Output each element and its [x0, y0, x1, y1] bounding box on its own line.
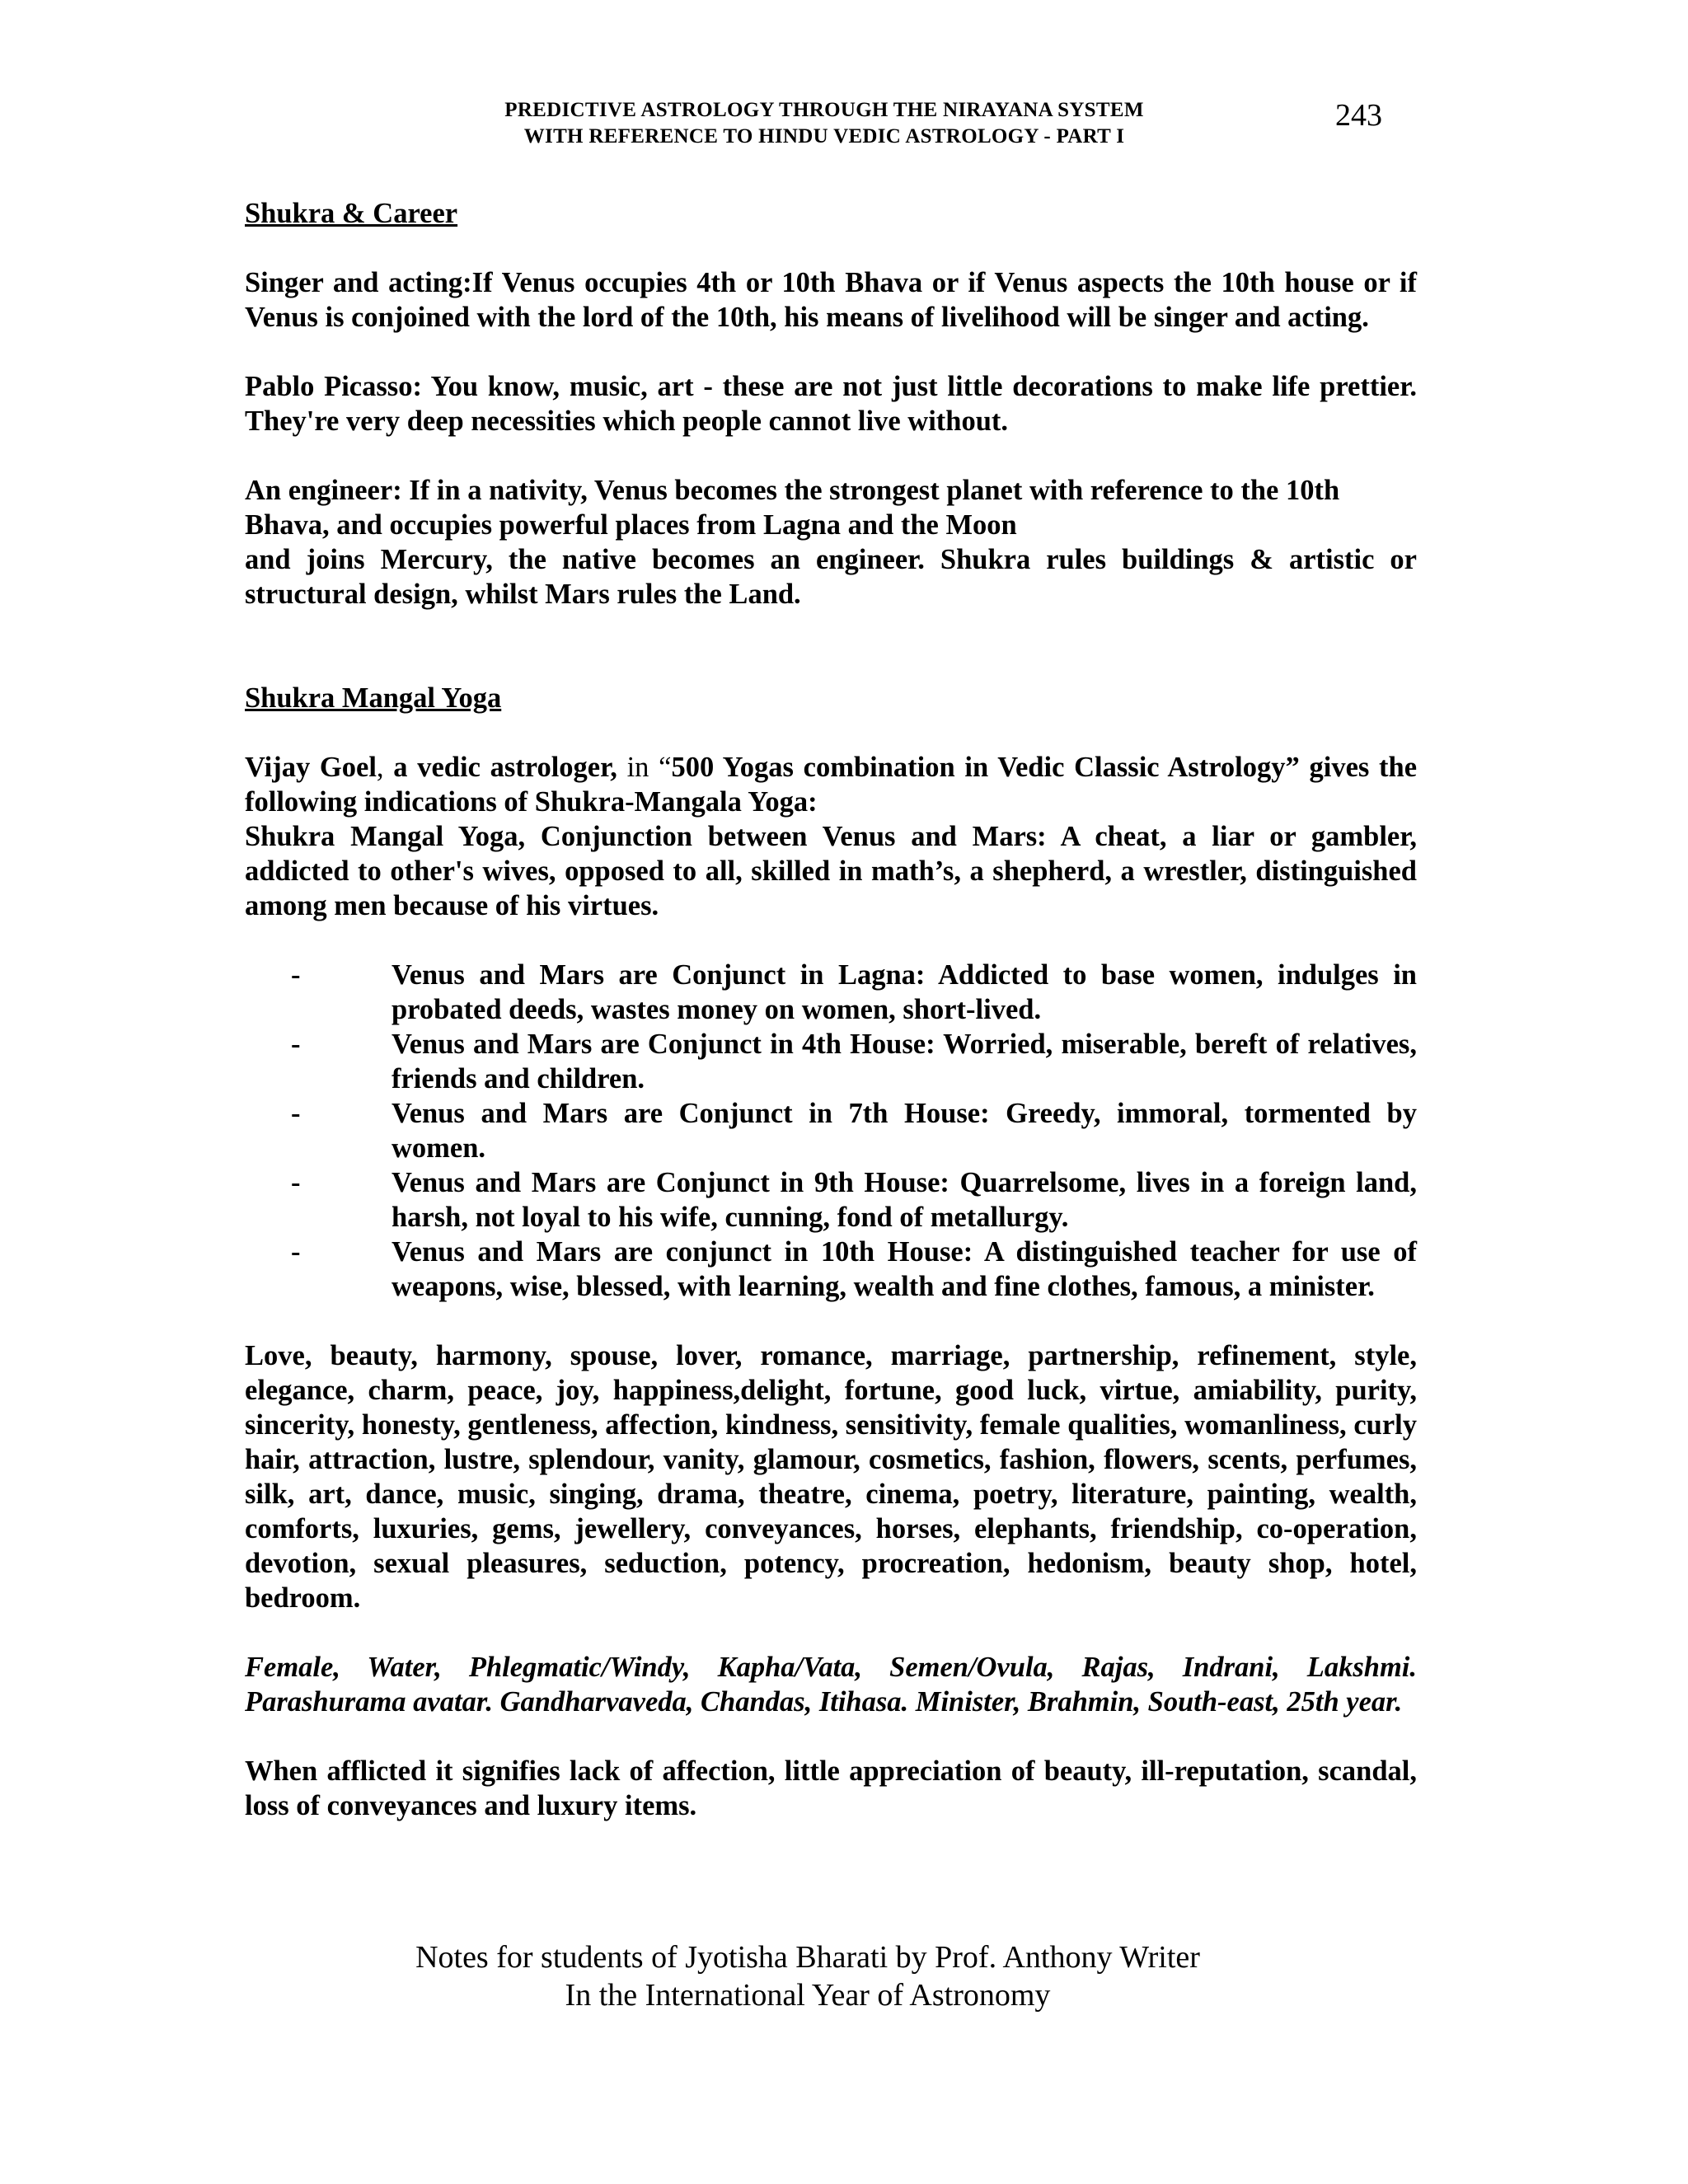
- paragraph-singer-acting: Singer and acting:If Venus occupies 4th or 10th Bhava or if Venus aspects the 10th house or if Venus is conjoined with the lord of the 10th, his means of livelihood will be singer and acting.: [245, 267, 1417, 333]
- paragraph-engineer-line-2: and joins Mercury, the native becomes an engineer. Shukra rules buildings & artistic or structural design, whilst Mars rules the Land.: [245, 544, 1417, 610]
- paragraph-picasso-quote: Pablo Picasso: You know, music, art - these are not just little decorations to make life prettier. They're very deep necessities which people cannot live without.: [245, 371, 1417, 437]
- list-item: - Venus and Mars are Conjunct in 7th House: Greedy, immoral, tormented by women.: [291, 1098, 1417, 1164]
- paragraph-conjunction-venus-mars: Shukra Mangal Yoga, Conjunction between Venus and Mars: A cheat, a liar or gambler, addicted to other's wives, opposed to all, skilled in math’s, a shepherd, a wrestler, distinguished among men because of his virtues.: [245, 821, 1417, 921]
- bullet-dash: -: [291, 1236, 301, 1268]
- paragraph-engineer-line-1: An engineer: If in a nativity, Venus becomes the strongest planet with reference to the 10th Bhava, and occupies powerful places from Lagna and the Moon: [245, 475, 1340, 541]
- bullet-dash: -: [291, 959, 301, 991]
- paragraph-afflicted-venus: When afflicted it signifies lack of affection, little appreciation of beauty, ill-reputation, scandal, loss of conveyances and luxury items.: [245, 1755, 1417, 1821]
- author-name: Vijay Goel: [245, 752, 377, 783]
- paragraph-venus-keywords: Love, beauty, harmony, spouse, lover, romance, marriage, partnership, refinement, style, elegance, charm, peace, joy, happiness,delight, fortune, good luck, virtue, amiability, purity, sincerity, honesty, gentleness, affection, kindness, sensitivity, female qualities, womanliness, curly hair, attraction, lustre, splendour, vanity, glamour, cosmetics, fashion, flowers, scents, perfumes, silk, art, dance, music, singing, drama, theatre, cinema, poetry, literature, painting, wealth, comforts, luxuries, gems, jewellery, conveyances, horses, elephants, friendship, co-operation, devotion, sexual pleasures, seduction, potency, procreation, hedonism, beauty shop, hotel, bedroom.: [245, 1340, 1417, 1614]
- list-item: - Venus and Mars are Conjunct in 9th House: Quarrelsome, lives in a foreign land, harsh, not loyal to his wife, cunning, fond of metallurgy.: [291, 1167, 1417, 1233]
- footer-line-2: In the International Year of Astronomy: [565, 1978, 1051, 2013]
- page-number: 243: [1335, 98, 1382, 133]
- paragraph-venus-attributes: Female, Water, Phlegmatic/Windy, Kapha/Vata, Semen/Ovula, Rajas, Indrani, Lakshmi. Parashurama avatar. Gandharvaveda, Chandas, Itihasa. Minister, Brahmin, South-east, 25th year.: [245, 1652, 1417, 1718]
- bullet-dash: -: [291, 1167, 301, 1198]
- paragraph-vijay-goel-intro: Vijay Goel, a vedic astrologer, in “500 Yogas combination in Vedic Classic Astrology” gives the following indications of Shukra-Mangala Yoga:: [245, 752, 1418, 818]
- list-item: - Venus and Mars are Conjunct in Lagna: Addicted to base women, indulges in probated deeds, wastes money on women, short-lived.: [291, 959, 1417, 1025]
- page-footer: [247, 1938, 1368, 2014]
- bullet-dash: -: [291, 1029, 301, 1060]
- section-heading-shukra-career: Shukra & Career: [245, 198, 458, 229]
- list-item: - Venus and Mars are Conjunct in 4th House: Worried, miserable, bereft of relatives, friends and children.: [291, 1029, 1417, 1094]
- section-heading-shukra-mangal-yoga: Shukra Mangal Yoga: [245, 682, 502, 714]
- running-header: [330, 97, 1319, 150]
- running-header-line-2: WITH REFERENCE TO HINDU VEDIC ASTROLOGY - PART I: [523, 125, 1125, 148]
- list-item: - Venus and Mars are conjunct in 10th House: A distinguished teacher for use of weapons, wise, blessed, with learning, wealth and fine clothes, famous, a minister.: [291, 1236, 1417, 1302]
- conjunction-bullet-list: [245, 958, 1417, 1304]
- running-header-line-1: PREDICTIVE ASTROLOGY THROUGH THE NIRAYANA SYSTEM: [504, 99, 1144, 121]
- book-title: 500 Yogas combination in Vedic Classic Astrology” gives the following indications of Shukra-Mangala Yoga:: [245, 752, 1418, 818]
- bullet-dash: -: [291, 1098, 301, 1129]
- footer-line-1: Notes for students of Jyotisha Bharati by Prof. Anthony Writer: [415, 1940, 1200, 1975]
- page-body: [245, 196, 1417, 1823]
